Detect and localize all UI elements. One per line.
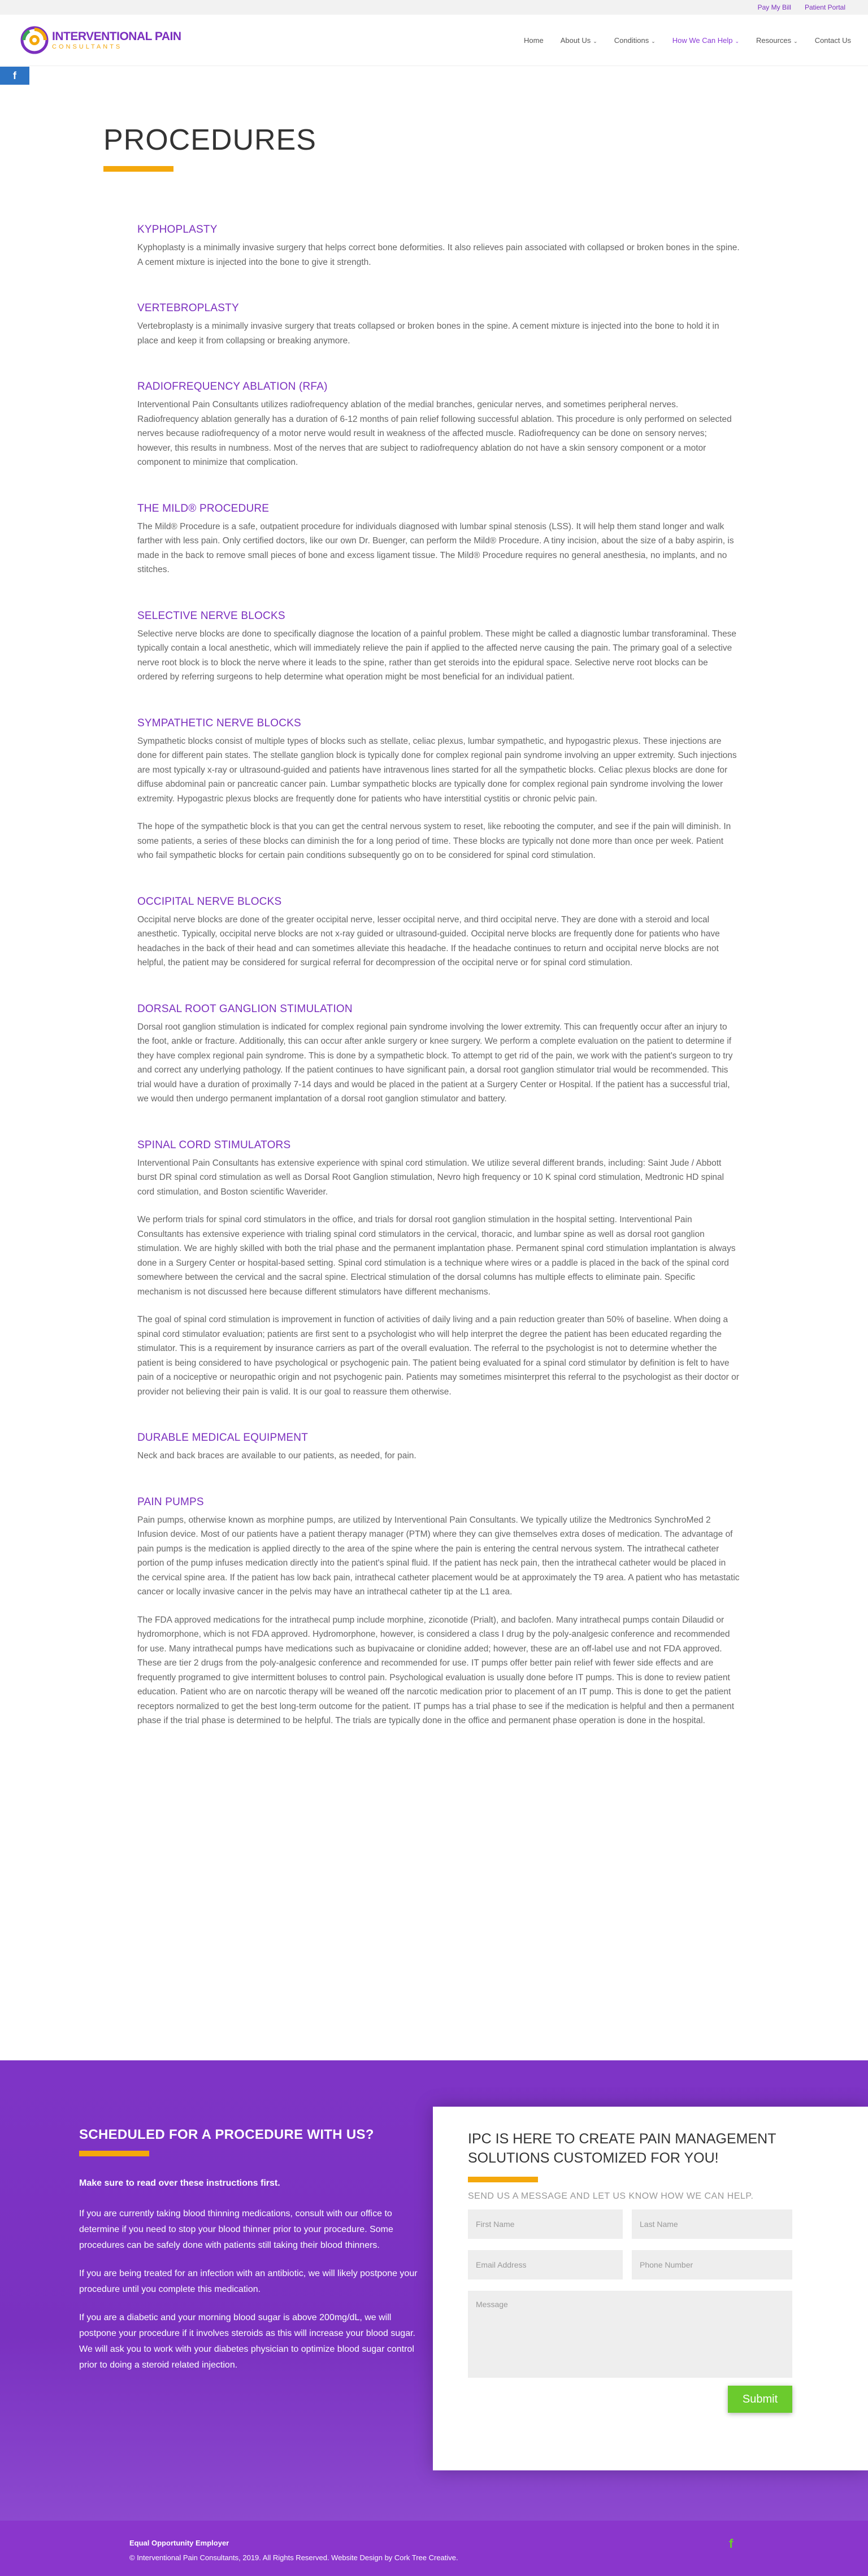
last-name-field[interactable]: Last Name — [632, 2209, 792, 2239]
cta-underline — [79, 2151, 149, 2156]
contact-form-card — [433, 2107, 868, 2470]
nav-about-us[interactable] — [561, 36, 597, 45]
chevron-down-icon: ⌄ — [651, 38, 656, 44]
form-title: IPC IS HERE TO CREATE PAIN MANAGEMENT SOLUTIONS CUSTOMIZED FOR YOU! — [468, 2131, 776, 2166]
chevron-down-icon: ⌄ — [793, 38, 798, 44]
section-title: RADIOFREQUENCY ABLATION (RFA) — [137, 381, 328, 393]
section-occipital-nerve-blocks — [137, 896, 740, 970]
section-title: OCCIPITAL NERVE BLOCKS — [137, 895, 282, 908]
equal-opportunity-text: Equal Opportunity Employer — [129, 2539, 229, 2547]
nav-conditions[interactable] — [614, 36, 656, 45]
pay-my-bill-link[interactable]: Pay My Bill — [757, 3, 791, 11]
cta-lead: Make sure to read over these instructions first. — [79, 2178, 280, 2188]
section-title: SPINAL CORD STIMULATORS — [137, 1139, 291, 1151]
nav-how-we-can-help-label: How We Can Help — [672, 36, 733, 45]
nav-home[interactable]: Home — [524, 36, 544, 45]
nav-resources-label: Resources — [756, 36, 792, 45]
section-paragraph: Neck and back braces are available to our patients, as needed, for pain. — [137, 1451, 416, 1461]
form-subtitle: SEND US A MESSAGE AND LET US KNOW HOW WE CAN HELP. — [468, 2191, 754, 2201]
section-title: PAIN PUMPS — [137, 1496, 204, 1508]
section-paragraph: Pain pumps, otherwise known as morphine pumps, are utilized by Interventional Pain Consultants. We typically utilize the Medtronics SynchroMed 2 Infusion device. Most of our patients have a patient therapy manager (PTM) where they can give themselves extra doses of medication. The advantage of pain pumps is the medication is applied directly to the area of the spine where the pain is entering the central nervous system. The intrathecal catheter portion of the pump infuses medication directly into the patient's spinal fluid. If the patient has neck pain, then the intrathecal catheter would be placed in the cervical spine area. If the patient has low back pain, intrathecal catheter placement would be at approximately the T9 area. A patient who has metastatic cancer or locally invasive cancer in the pelvis may have an intrathecal catheter tip at the L1 area. — [137, 1515, 740, 1597]
section-paragraph: Occipital nerve blocks are done of the greater occipital nerve, lesser occipital nerve, and third occipital nerve. They are done with a steroid and local anesthetic. Typically, occipital nerve blocks are not x-ray guided or ultrasound-guided. Occipital nerve blocks are frequently done for patients who have headaches in the back of their head and can sometimes alleviate this headache. If the headache continues to return and occipital nerve blocks are not helpful, the patient may be considered for surgical referral for decompression of the occipital nerve or for spinal cord stimulation. — [137, 914, 720, 967]
section-selective-nerve-blocks — [137, 610, 740, 685]
section-title: THE MILD® PROCEDURE — [137, 502, 270, 515]
first-name-field[interactable]: First Name — [468, 2209, 623, 2239]
cta-paragraph: If you are being treated for an infection with an antibiotic, we will likely postpone your procedure until you complete this medication. — [79, 2269, 418, 2294]
section-paragraph: Sympathetic blocks consist of multiple types of blocks such as stellate, celiac plexus, lumbar sympathetic, and hypogastric plexus. These injections are done for different pain states. The stellate ganglion block is typically done for complex regional pain syndrome involving an upper extremity. Such injections are most typically x-ray or ultrasound-guided and patients have intravenous lines started for all the sympathetic blocks. Celiac plexus blocks are done for diffuse abdominal pain or pancreatic cancer pain. Lumbar sympathetic blocks are typically done for complex regional pain syndrome involving the lower extremity. Hypogastric plexus blocks are frequently done for patients who have interstitial cystitis or chronic pelvic pain. — [137, 736, 737, 804]
logo-wordmark — [52, 30, 181, 50]
section-sympathetic-nerve-blocks — [137, 717, 740, 863]
logo-line-2: CONSULTANTS — [52, 43, 123, 50]
section-radiofrequency-ablation — [137, 381, 740, 470]
section-paragraph: Selective nerve blocks are done to specifically diagnose the location of a painful problem. These might be called a diagnostic lumbar transforaminal. These typically contain a local anesthetic, which will immediately relieve the pain if applied to the affected nerve causing the pain. The primary goal of a selective nerve root block is to block the nerve where it leads to the spine, rather than get steroids into the epidural space. Selective nerve root blocks can be ordered by referring surgeons to help determine what operation might be most beneficial for an individual patient. — [137, 629, 737, 682]
logo-swirl-icon — [20, 26, 49, 54]
cta-paragraph: If you are currently taking blood thinning medications, consult with our office to determine if you need to stop your blood thinner prior to your procedure. Some procedures can be safely done with patients still taking their blood thinners. — [79, 2209, 393, 2250]
section-title: SELECTIVE NERVE BLOCKS — [137, 609, 285, 622]
title-underline — [103, 166, 173, 172]
nav-conditions-label: Conditions — [614, 36, 649, 45]
procedure-instructions — [79, 2127, 418, 2386]
nav-contact-us[interactable]: Contact Us — [814, 36, 851, 45]
chevron-down-icon: ⌄ — [735, 38, 739, 44]
section-paragraph: Interventional Pain Consultants utilizes radiofrequency ablation of the medial branches, genicular nerves, and sometimes peripheral nerves. Radiofrequency ablation generally has a duration of 6-12 months of pain relief following successful ablation. This procedure is only performed on selected nerves because radiofrequency of a motor nerve would result in weakness of the affected muscle. Radiofrequency can be done on sensory nerves; however, this results in numbness. Most of the nerves that are subject to radiofrequency ablation do not have a skin sensory component or a motor component to minimize that complication. — [137, 400, 732, 467]
nav-resources[interactable] — [756, 36, 798, 45]
section-kyphoplasty — [137, 224, 740, 269]
section-paragraph: The hope of the sympathetic block is that you can get the central nervous system to reset, like rebooting the computer, and see if the pain will diminish. In some patients, a series of these blocks can diminish the for a long period of time. These blocks are typically not done more than once per week. Patient who fail sympathetic blocks for certain pain conditions subsequently go on to be considered for spinal cord stimulation. — [137, 822, 731, 860]
section-paragraph: Vertebroplasty is a minimally invasive surgery that treats collapsed or broken bones in the spine. A cement mixture is injected into the bone to hold it in place and keep it from collapsing or breaking anymore. — [137, 321, 719, 346]
section-paragraph: Kyphoplasty is a minimally invasive surgery that helps correct bone deformities. It also relieves pain associated with collapsed or broken bones in the spine. A cement mixture is injected into the bone to give it strength. — [137, 243, 740, 267]
section-title: KYPHOPLASTY — [137, 224, 218, 236]
section-paragraph: The goal of spinal cord stimulation is improvement in function of activities of daily living and a pain reduction greater than 50% of baseline. When doing a spinal cord stimulator evaluation; patients are first sent to a psychologist who will help interpret the degree the patient has been educated regarding the stimulator. This is a requirement by insurance carriers as part of the overall evaluation. The referral to the psychologist is not to determine whether the patient is being considered to have psychological or psychogenic pain. The patient being evaluated for a spinal cord stimulator by definition is felt to have pain of a nociceptive or neuropathic origin and not psychogenic pain. Patients may sometimes misinterpret this referral to the psychologist as their doctor or provider not believing their pain is valid. It is our goal to reassure them otherwise. — [137, 1315, 739, 1397]
cta-title: SCHEDULED FOR A PROCEDURE WITH US? — [79, 2127, 374, 2142]
phone-field[interactable]: Phone Number — [632, 2250, 792, 2279]
procedures-list — [137, 224, 740, 1761]
section-durable-medical-equipment — [137, 1432, 740, 1463]
section-title: VERTEBROPLASTY — [137, 302, 239, 314]
section-title: SYMPATHETIC NERVE BLOCKS — [137, 717, 301, 729]
section-vertebroplasty — [137, 302, 740, 348]
section-mild-procedure — [137, 503, 740, 577]
section-spinal-cord-stimulators — [137, 1139, 740, 1400]
page-title: PROCEDURES — [103, 124, 316, 156]
patient-portal-link[interactable]: Patient Portal — [804, 3, 845, 11]
nav-how-we-can-help[interactable] — [672, 36, 739, 45]
site-footer — [0, 2521, 868, 2576]
email-field[interactable]: Email Address — [468, 2250, 623, 2279]
section-paragraph: We perform trials for spinal cord stimulators in the office, and trials for dorsal root ganglion stimulation in the hospital setting. Interventional Pain Consultants has extensive experience with trialing spinal cord stimulators in the cervical, thoracic, and lumbar spine as well as dorsal root ganglion stimulation. We are highly skilled with both the trial phase and the permanent implantation phase. Permanent spinal cord stimulation implantation is always done in a Surgery Center or hospital-based setting. Spinal cord stimulation is a technique where wires or a paddle is placed in the back of the spinal cord somewhere between the cervical and the sacral spine. Electrical stimulation of the dorsal columns has multiple effects to eliminate pain. Specific mechanism is not discussed here because different stimulators have different mechanisms. — [137, 1215, 736, 1297]
section-paragraph: The FDA approved medications for the intrathecal pump include morphine, ziconotide (Prialt), and baclofen. Many intrathecal pumps contain Dilaudid or hydromorphone, which is not FDA approved. Hydromorphone, however, is considered a class I drug by the poly-analgesic conference and recommended for use. Many intrathecal pumps have medications such as bupivacaine or clonidine added; however, these are an off-label use and not FDA approved. These are tier 2 drugs from the poly-analgesic conference and recommended for use. IT pumps offer better pain relief with fewer side effects and are frequently programed to give intermittent boluses to control pain. Psychological evaluation is usually done before IT pumps. This is done to review patient education. Patient who are on narcotic therapy will be weaned off the narcotic medication prior to placement of an IT pump. This is done to get the patient receptors normalized to get the best long-term outcome for the patient. IT pumps has a trial phase to see if the medication is helpful and then a permanent phase if the trial phase is determined to be helpful. The trials are typically done in the office and permanent phase operation is done in the hospital. — [137, 1615, 735, 1725]
section-paragraph: Interventional Pain Consultants has extensive experience with spinal cord stimulation. We utilize several different brands, including: Saint Jude / Abbott burst DR spinal cord stimulation as well as Dorsal Root Ganglion stimulation, Nevro high frequency or 10 K spinal cord stimulation, Medtronic HD spinal cord stimulation, and Boston scientific Waverider. — [137, 1158, 724, 1197]
site-header — [0, 15, 868, 66]
facebook-share-icon[interactable]: f — [0, 67, 29, 85]
submit-button[interactable]: Submit — [728, 2386, 792, 2413]
main-nav — [524, 36, 851, 45]
copyright-text: © Interventional Pain Consultants, 2019. All Rights Reserved. Website Design by Cork Tree Creative. — [129, 2553, 458, 2562]
message-field[interactable]: Message — [468, 2291, 792, 2378]
form-underline — [468, 2177, 538, 2182]
top-utility-bar — [0, 0, 868, 15]
facebook-icon[interactable]: f — [729, 2536, 734, 2551]
nav-about-us-label: About Us — [560, 36, 591, 45]
chevron-down-icon: ⌄ — [593, 38, 597, 44]
section-title: DURABLE MEDICAL EQUIPMENT — [137, 1432, 309, 1444]
section-pain-pumps — [137, 1496, 740, 1728]
logo-line-1: INTERVENTIONAL PAIN — [52, 29, 181, 43]
cta-paragraph: If you are a diabetic and your morning blood sugar is above 200mg/dL, we will postpone your procedure if it involves steroids as this will increase your blood sugar. We will ask you to work with your diabetes physician to optimize blood sugar control prior to doing a steroid related injection. — [79, 2313, 415, 2370]
section-dorsal-root-ganglion — [137, 1003, 740, 1106]
section-title: DORSAL ROOT GANGLION STIMULATION — [137, 1002, 353, 1015]
section-paragraph: Dorsal root ganglion stimulation is indicated for complex regional pain syndrome involving the lower extremity. This can frequently occur after an injury to the foot, ankle or fracture. Additionally, this can occur after ankle surgery or knee surgery. We perform a complete evaluation on the patient to determine if they have complex regional pain syndrome. This is done by a sympathetic block. To attempt to get rid of the pain, we work with the patient's surgeon to try and correct any underlying pathology. If the patient continues to have significant pain, a dorsal root ganglion stimulator trial would be recommended. This trial would have a duration of proximally 7-14 days and would be placed in the patient at a Surgery Center or Hospital. If the patient has a successful trial, we would then undergo permanent implantation of a dorsal root ganglion stimulator and battery. — [137, 1022, 733, 1104]
site-logo[interactable] — [20, 26, 181, 54]
section-paragraph: The Mild® Procedure is a safe, outpatient procedure for individuals diagnosed with lumbar spinal stenosis (LSS). It will help them stand longer and walk farther with less pain. Only certified doctors, like our own Dr. Buenger, can perform the Mild® Procedure. A tiny incision, about the size of a baby aspirin, is made in the back to remove small pieces of bone and excess ligament tissue. The Mild® Procedure requires no general anesthesia, no implants, and no stitches. — [137, 521, 734, 574]
